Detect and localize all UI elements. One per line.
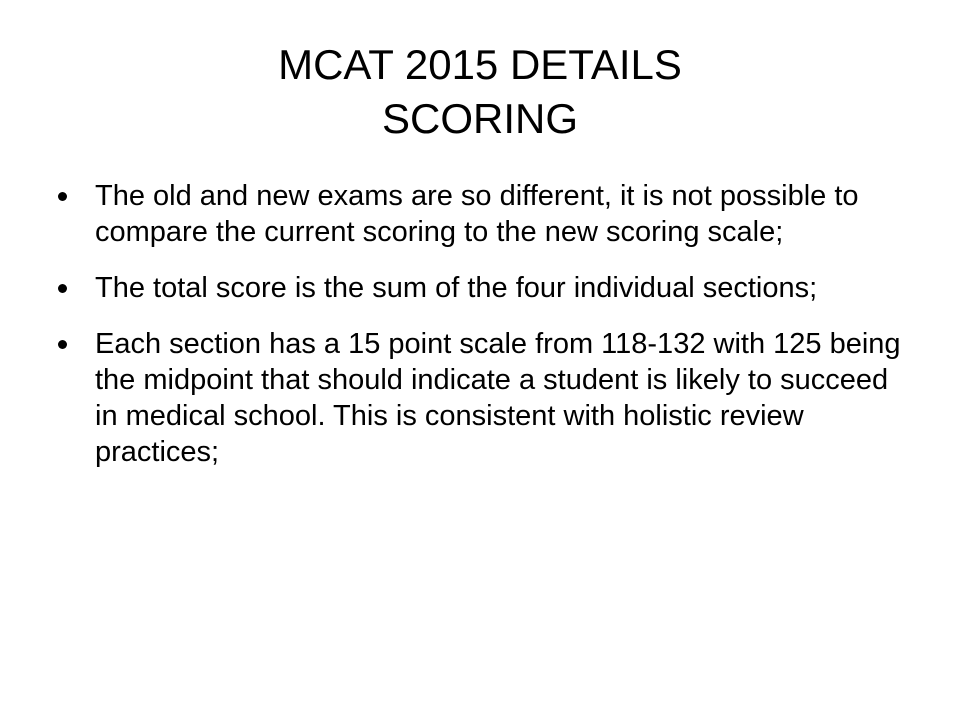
bullet-text: The total score is the sum of the four individual sections; [95, 272, 818, 304]
title-line-main: MCAT 2015 DETAILS [278, 41, 682, 88]
bullet-dot-icon [58, 340, 67, 349]
title-line-sub: SCORING [381, 95, 578, 142]
bullet-item [58, 270, 908, 306]
bullet-text: The old and new exams are so different, it is not possible to compare the current scoring to the new scoring scale; [95, 180, 859, 248]
bullet-item [58, 326, 908, 470]
bullet-text: Each section has a 15 point scale from 118-132 with 125 being the midpoint that should indicate a student is likely to succeed in medical school. This is consistent with holistic review practices; [95, 328, 901, 468]
slide-title [0, 38, 960, 146]
bullet-dot-icon [58, 192, 67, 201]
bullet-dot-icon [58, 284, 67, 293]
bullet-item [58, 178, 908, 250]
bullet-list [58, 178, 908, 490]
